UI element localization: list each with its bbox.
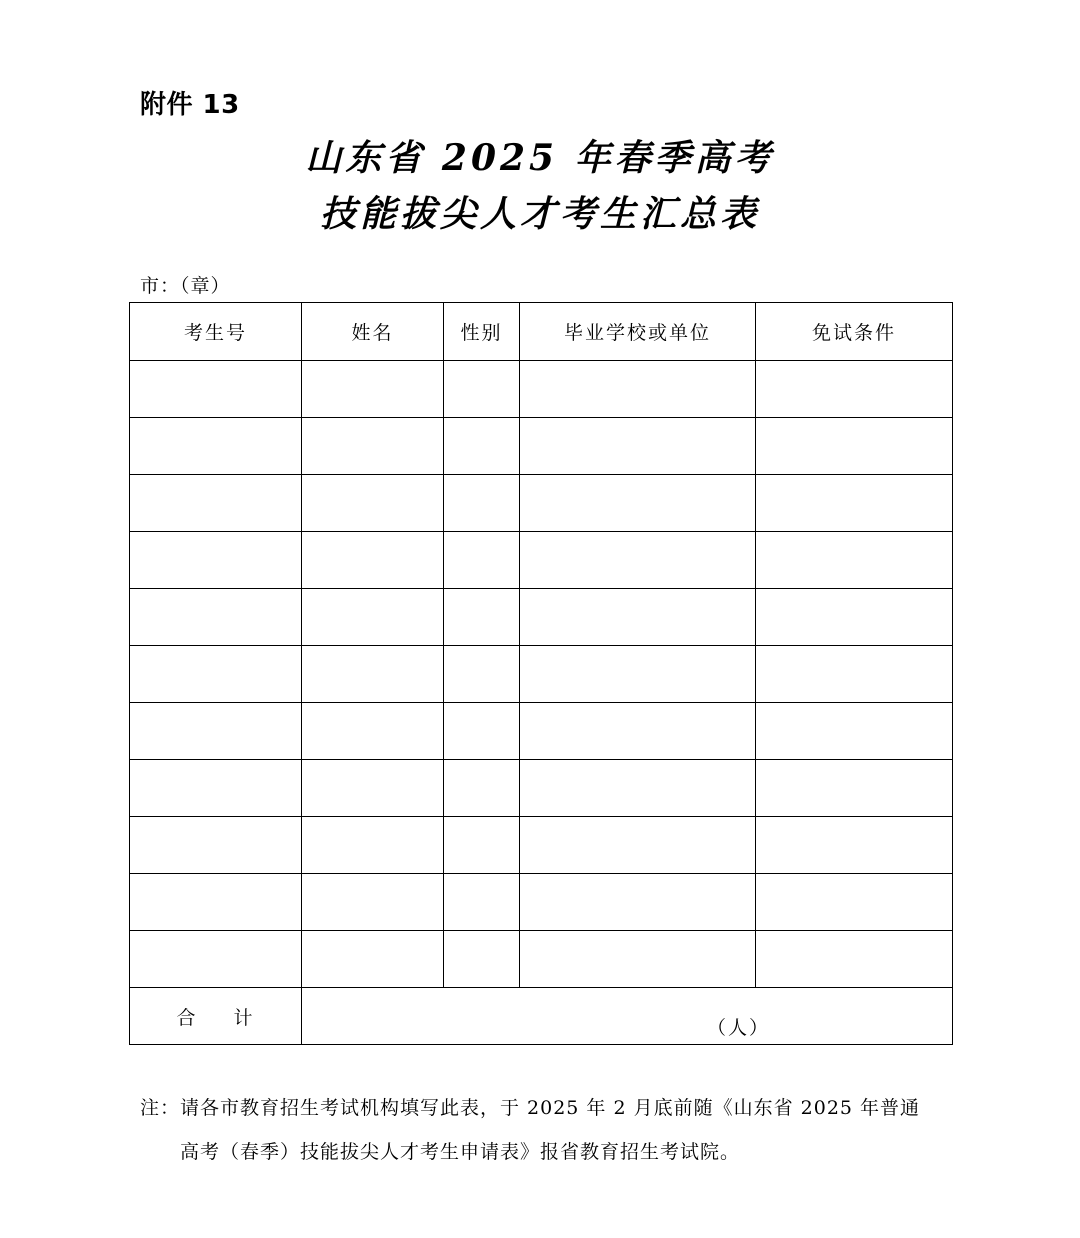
total-count-cell[interactable]: [302, 988, 953, 1045]
school-cell[interactable]: [520, 418, 756, 475]
city-seal-label: 市：（章）: [140, 275, 231, 297]
candidate-number-cell[interactable]: [130, 589, 302, 646]
candidate-number-cell[interactable]: [130, 361, 302, 418]
table-body: [130, 361, 953, 1045]
candidate-number-cell[interactable]: [130, 703, 302, 760]
exemption-cell[interactable]: [756, 703, 953, 760]
header-candidate-number: 考生号: [130, 303, 302, 361]
header-gender: 性别: [444, 303, 520, 361]
table-header-row: [130, 303, 953, 361]
gender-cell[interactable]: [444, 703, 520, 760]
candidate-number-cell[interactable]: [130, 646, 302, 703]
table-row: [130, 589, 953, 646]
gender-cell[interactable]: [444, 931, 520, 988]
exemption-cell[interactable]: [756, 418, 953, 475]
exemption-cell[interactable]: [756, 931, 953, 988]
school-cell[interactable]: [520, 532, 756, 589]
name-cell[interactable]: [302, 532, 444, 589]
name-cell[interactable]: [302, 361, 444, 418]
exemption-cell[interactable]: [756, 646, 953, 703]
school-cell[interactable]: [520, 931, 756, 988]
table-row: [130, 361, 953, 418]
header-school-or-employer: 毕业学校或单位: [520, 303, 756, 361]
gender-cell[interactable]: [444, 475, 520, 532]
name-cell[interactable]: [302, 646, 444, 703]
table-row: [130, 760, 953, 817]
total-label-char-1: 合: [176, 1006, 198, 1029]
name-cell[interactable]: [302, 931, 444, 988]
attachment-label: 附件 13: [140, 90, 240, 120]
gender-cell[interactable]: [444, 874, 520, 931]
table-row: [130, 931, 953, 988]
name-cell[interactable]: [302, 874, 444, 931]
table-row: [130, 532, 953, 589]
name-cell[interactable]: [302, 589, 444, 646]
gender-cell[interactable]: [444, 646, 520, 703]
total-row: [130, 988, 953, 1045]
total-label-char-2: 计: [233, 1006, 255, 1029]
name-cell[interactable]: [302, 475, 444, 532]
header-name: 姓名: [302, 303, 444, 361]
name-cell[interactable]: [302, 703, 444, 760]
table-row: [130, 418, 953, 475]
table-row: [130, 646, 953, 703]
footnote: [140, 1086, 960, 1174]
gender-cell[interactable]: [444, 760, 520, 817]
header-exemption-condition: 免试条件: [756, 303, 953, 361]
document-title-line-1: 山东省 2025 年春季高考: [305, 137, 775, 179]
name-cell[interactable]: [302, 760, 444, 817]
gender-cell[interactable]: [444, 589, 520, 646]
name-cell[interactable]: [302, 817, 444, 874]
candidate-number-cell[interactable]: [130, 475, 302, 532]
total-label: [130, 988, 302, 1045]
table-row: [130, 703, 953, 760]
school-cell[interactable]: [520, 703, 756, 760]
candidate-number-cell[interactable]: [130, 874, 302, 931]
gender-cell[interactable]: [444, 418, 520, 475]
school-cell[interactable]: [520, 760, 756, 817]
table-row: [130, 817, 953, 874]
exemption-cell[interactable]: [756, 589, 953, 646]
candidate-number-cell[interactable]: [130, 931, 302, 988]
candidate-number-cell[interactable]: [130, 817, 302, 874]
candidate-number-cell[interactable]: [130, 760, 302, 817]
exemption-cell[interactable]: [756, 760, 953, 817]
table-row: [130, 475, 953, 532]
exemption-cell[interactable]: [756, 874, 953, 931]
exemption-cell[interactable]: [756, 475, 953, 532]
school-cell[interactable]: [520, 361, 756, 418]
school-cell[interactable]: [520, 874, 756, 931]
document-title-line-2: 技能拔尖人才考生汇总表: [319, 193, 760, 235]
footnote-line-2: 高考（春季）技能拔尖人才考生申请表》报省教育招生考试院。: [180, 1141, 741, 1163]
school-cell[interactable]: [520, 475, 756, 532]
total-unit-label: （人）: [706, 1017, 770, 1039]
exemption-cell[interactable]: [756, 361, 953, 418]
school-cell[interactable]: [520, 817, 756, 874]
candidate-summary-table: [129, 302, 953, 1045]
exemption-cell[interactable]: [756, 532, 953, 589]
exemption-cell[interactable]: [756, 817, 953, 874]
candidate-number-cell[interactable]: [130, 418, 302, 475]
gender-cell[interactable]: [444, 361, 520, 418]
footnote-line-1: 注：请各市教育招生考试机构填写此表，于 2025 年 2 月底前随《山东省 2025 年普通: [140, 1097, 921, 1119]
gender-cell[interactable]: [444, 532, 520, 589]
gender-cell[interactable]: [444, 817, 520, 874]
name-cell[interactable]: [302, 418, 444, 475]
candidate-number-cell[interactable]: [130, 532, 302, 589]
school-cell[interactable]: [520, 589, 756, 646]
school-cell[interactable]: [520, 646, 756, 703]
table-row: [130, 874, 953, 931]
